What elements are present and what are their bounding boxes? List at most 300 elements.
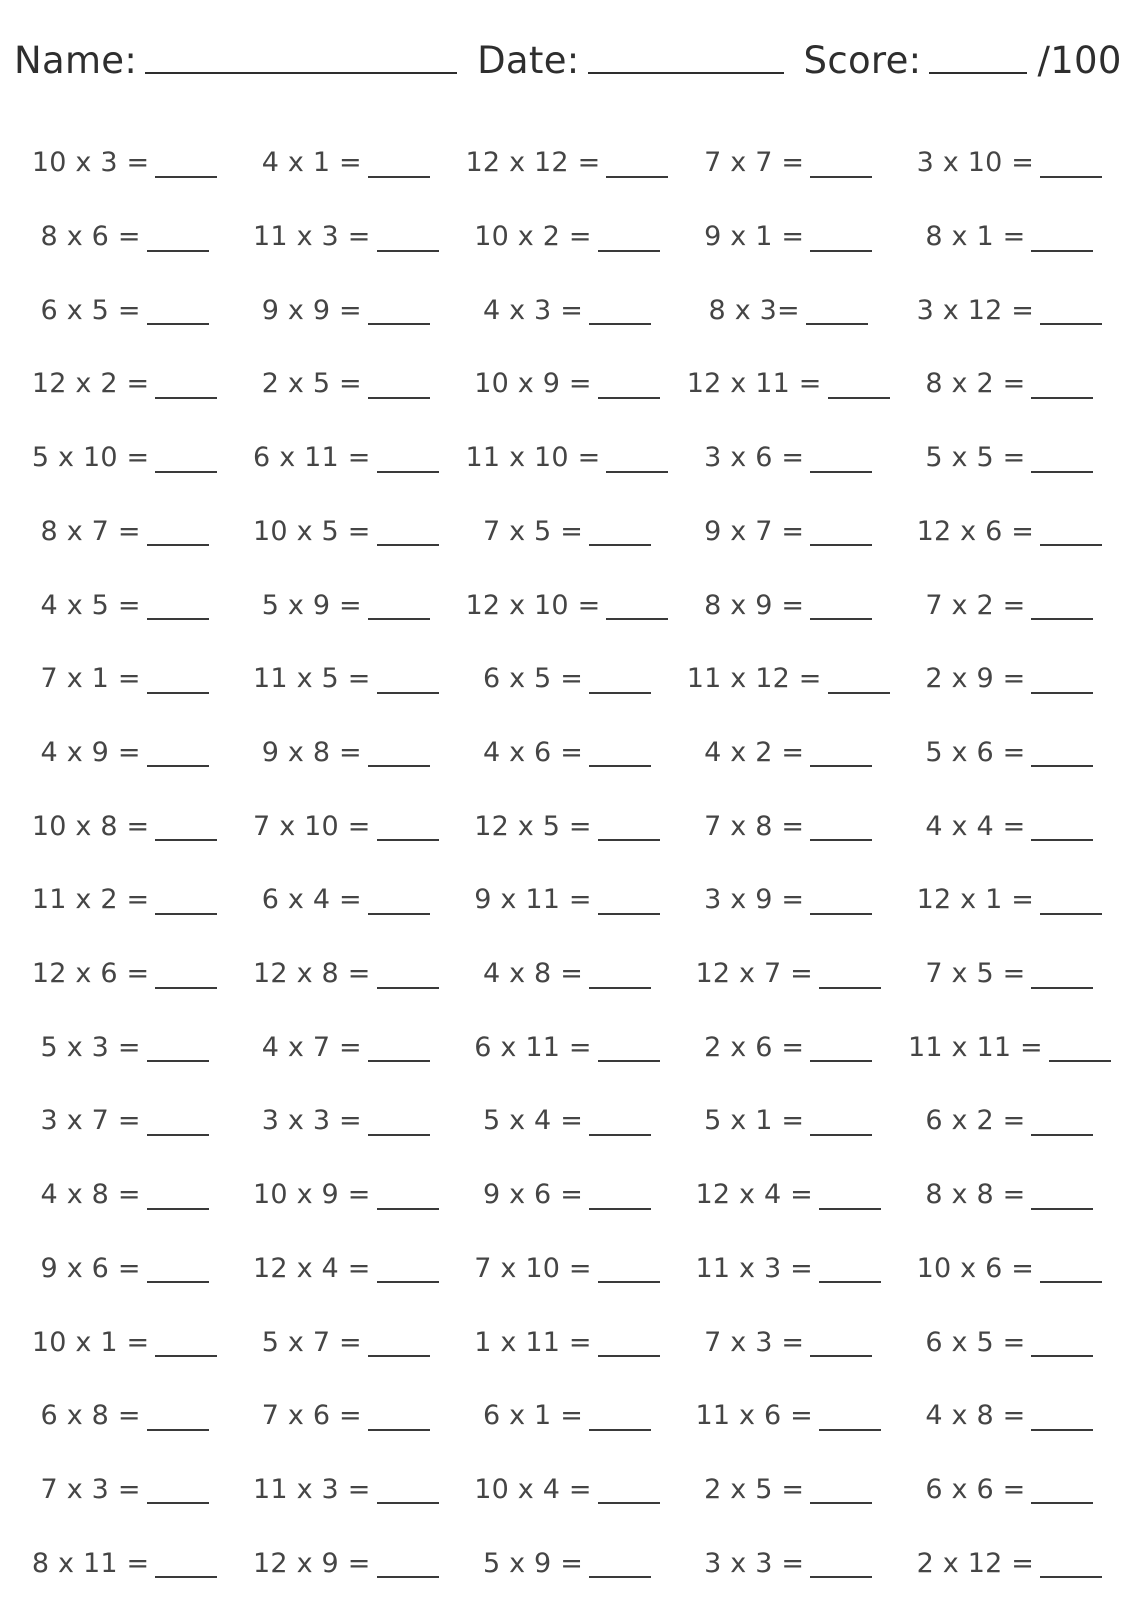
- answer-blank[interactable]: [1031, 692, 1093, 694]
- problem-expression: 11 x 10 =: [465, 442, 601, 474]
- answer-blank[interactable]: [147, 1134, 209, 1136]
- math-problem: [235, 568, 456, 642]
- math-problem: [456, 716, 677, 790]
- problem-expression: 12 x 4 =: [695, 1179, 813, 1211]
- problem-expression: 7 x 10 =: [474, 1252, 592, 1284]
- problem-expression: 11 x 3 =: [253, 1473, 371, 1505]
- math-problem: [678, 1526, 899, 1600]
- problem-expression: 4 x 9 =: [40, 736, 141, 768]
- answer-blank[interactable]: [155, 1355, 217, 1357]
- math-problem: [456, 1305, 677, 1379]
- problem-expression: 12 x 10 =: [465, 589, 601, 621]
- math-problem: [456, 642, 677, 716]
- math-problem: [899, 1305, 1120, 1379]
- answer-blank[interactable]: [606, 618, 668, 620]
- problem-expression: 12 x 2 =: [31, 368, 150, 400]
- math-problem: [14, 1231, 235, 1305]
- math-problem: [678, 1158, 899, 1232]
- math-problem: [678, 1231, 899, 1305]
- problem-expression: 6 x 4 =: [261, 884, 362, 916]
- answer-blank[interactable]: [377, 1208, 439, 1210]
- problem-expression: 9 x 1 =: [704, 221, 805, 253]
- problem-expression: 10 x 1 =: [31, 1326, 150, 1358]
- answer-blank[interactable]: [1031, 1429, 1093, 1431]
- math-problem: [14, 863, 235, 937]
- math-problem: [235, 1158, 456, 1232]
- math-problem: [14, 568, 235, 642]
- math-problem: [899, 1010, 1120, 1084]
- problem-expression: 6 x 1 =: [482, 1400, 584, 1432]
- answer-blank[interactable]: [810, 176, 872, 178]
- math-problem: [899, 1453, 1120, 1527]
- problem-expression: 12 x 6 =: [31, 958, 150, 990]
- answer-blank[interactable]: [377, 471, 439, 473]
- answer-blank[interactable]: [598, 839, 660, 841]
- math-problem: [456, 863, 677, 937]
- math-problem: [235, 1010, 456, 1084]
- answer-blank[interactable]: [1031, 471, 1093, 473]
- problem-expression: 7 x 7 =: [704, 147, 805, 179]
- answer-blank[interactable]: [589, 1576, 651, 1578]
- problem-expression: 9 x 11 =: [474, 884, 592, 916]
- answer-blank[interactable]: [1031, 1355, 1093, 1357]
- problem-expression: 2 x 12 =: [916, 1547, 1035, 1579]
- problem-expression: 2 x 9 =: [925, 663, 1026, 695]
- math-problem: [235, 716, 456, 790]
- math-problem: [899, 1084, 1120, 1158]
- math-problem: [235, 1379, 456, 1453]
- math-problem: [14, 1526, 235, 1600]
- answer-blank[interactable]: [155, 471, 217, 473]
- problem-expression: 1 x 11 =: [474, 1326, 592, 1358]
- problem-expression: 4 x 6 =: [482, 736, 584, 768]
- math-problem: [235, 937, 456, 1011]
- math-problem: [14, 937, 235, 1011]
- answer-blank[interactable]: [589, 1208, 651, 1210]
- math-problem: [456, 937, 677, 1011]
- answer-blank[interactable]: [828, 692, 890, 694]
- name-field-line[interactable]: [145, 72, 457, 74]
- math-problem: [678, 126, 899, 200]
- answer-blank[interactable]: [598, 1060, 660, 1062]
- answer-blank[interactable]: [377, 1281, 439, 1283]
- math-problem: [899, 347, 1120, 421]
- answer-blank[interactable]: [810, 544, 872, 546]
- problem-expression: 6 x 5 =: [482, 663, 584, 695]
- answer-blank[interactable]: [1031, 250, 1093, 252]
- math-problem: [899, 716, 1120, 790]
- answer-blank[interactable]: [368, 1060, 430, 1062]
- answer-blank[interactable]: [155, 913, 217, 915]
- math-problem: [456, 1526, 677, 1600]
- problem-grid: [14, 126, 1120, 1600]
- problem-expression: 12 x 5 =: [474, 810, 592, 842]
- math-problem: [678, 568, 899, 642]
- answer-blank[interactable]: [819, 1208, 881, 1210]
- problem-expression: 12 x 8 =: [253, 958, 371, 990]
- problem-expression: 7 x 5 =: [482, 515, 584, 547]
- problem-expression: 11 x 3 =: [253, 221, 371, 253]
- problem-expression: 12 x 4 =: [253, 1252, 371, 1284]
- math-problem: [678, 200, 899, 274]
- math-problem: [456, 789, 677, 863]
- problem-expression: 10 x 5 =: [253, 515, 371, 547]
- problem-expression: 9 x 6 =: [482, 1179, 584, 1211]
- answer-blank[interactable]: [147, 765, 209, 767]
- math-problem: [899, 937, 1120, 1011]
- answer-blank[interactable]: [1031, 1502, 1093, 1504]
- math-problem: [456, 200, 677, 274]
- problem-expression: 10 x 9 =: [253, 1179, 371, 1211]
- answer-blank[interactable]: [377, 250, 439, 252]
- math-problem: [235, 494, 456, 568]
- name-label: Name:: [14, 39, 138, 82]
- problem-expression: 7 x 1 =: [40, 663, 141, 695]
- math-problem: [678, 1379, 899, 1453]
- problem-expression: 5 x 9 =: [261, 589, 362, 621]
- math-problem: [678, 863, 899, 937]
- answer-blank[interactable]: [589, 323, 651, 325]
- problem-expression: 7 x 6 =: [261, 1400, 362, 1432]
- answer-blank[interactable]: [589, 1134, 651, 1136]
- answer-blank[interactable]: [377, 839, 439, 841]
- problem-expression: 4 x 8 =: [40, 1179, 141, 1211]
- score-field-line[interactable]: [929, 72, 1027, 74]
- problem-expression: 11 x 6 =: [695, 1400, 813, 1432]
- problem-expression: 4 x 2 =: [704, 736, 805, 768]
- math-problem: [14, 126, 235, 200]
- problem-expression: 4 x 5 =: [40, 589, 141, 621]
- math-problem: [14, 273, 235, 347]
- math-problem: [456, 1010, 677, 1084]
- problem-expression: 6 x 6 =: [925, 1473, 1026, 1505]
- answer-blank[interactable]: [589, 987, 651, 989]
- score-label: Score:: [803, 39, 922, 82]
- answer-blank[interactable]: [598, 1355, 660, 1357]
- answer-blank[interactable]: [377, 987, 439, 989]
- answer-blank[interactable]: [368, 913, 430, 915]
- math-problem: [235, 273, 456, 347]
- problem-expression: 3 x 7 =: [40, 1105, 141, 1137]
- math-problem: [678, 1084, 899, 1158]
- problem-expression: 11 x 3 =: [695, 1252, 813, 1284]
- answer-blank[interactable]: [1031, 765, 1093, 767]
- answer-blank[interactable]: [147, 1060, 209, 1062]
- answer-blank[interactable]: [810, 618, 872, 620]
- answer-blank[interactable]: [1031, 1134, 1093, 1136]
- math-problem: [678, 494, 899, 568]
- math-problem: [899, 421, 1120, 495]
- math-problem: [235, 1231, 456, 1305]
- math-problem: [678, 642, 899, 716]
- problem-expression: 12 x 9 =: [253, 1547, 371, 1579]
- problem-expression: 7 x 3 =: [704, 1326, 805, 1358]
- answer-blank[interactable]: [377, 544, 439, 546]
- problem-expression: 10 x 3 =: [31, 147, 150, 179]
- answer-blank[interactable]: [1031, 618, 1093, 620]
- answer-blank[interactable]: [368, 765, 430, 767]
- problem-expression: 3 x 3 =: [704, 1547, 805, 1579]
- worksheet-header: [14, 22, 1130, 82]
- math-problem: [14, 347, 235, 421]
- math-problem: [678, 937, 899, 1011]
- problem-expression: 8 x 1 =: [925, 221, 1026, 253]
- answer-blank[interactable]: [589, 765, 651, 767]
- answer-blank[interactable]: [598, 913, 660, 915]
- math-problem: [678, 1453, 899, 1527]
- problem-expression: 8 x 11 =: [31, 1547, 150, 1579]
- answer-blank[interactable]: [810, 250, 872, 252]
- math-problem: [899, 494, 1120, 568]
- math-problem: [14, 494, 235, 568]
- problem-expression: 10 x 2 =: [474, 221, 592, 253]
- math-problem: [678, 1305, 899, 1379]
- answer-blank[interactable]: [368, 1429, 430, 1431]
- problem-expression: 4 x 1 =: [261, 147, 362, 179]
- math-problem: [899, 200, 1120, 274]
- answer-blank[interactable]: [810, 471, 872, 473]
- problem-expression: 5 x 4 =: [482, 1105, 584, 1137]
- math-problem: [456, 347, 677, 421]
- answer-blank[interactable]: [810, 1355, 872, 1357]
- problem-expression: 7 x 8 =: [704, 810, 805, 842]
- problem-expression: 6 x 2 =: [925, 1105, 1026, 1137]
- answer-blank[interactable]: [147, 1281, 209, 1283]
- answer-blank[interactable]: [589, 692, 651, 694]
- math-problem: [899, 1379, 1120, 1453]
- problem-expression: 7 x 10 =: [253, 810, 371, 842]
- math-problem: [456, 1084, 677, 1158]
- answer-blank[interactable]: [368, 176, 430, 178]
- answer-blank[interactable]: [598, 1502, 660, 1504]
- math-problem: [14, 1084, 235, 1158]
- math-problem: [899, 126, 1120, 200]
- answer-blank[interactable]: [368, 397, 430, 399]
- answer-blank[interactable]: [819, 1429, 881, 1431]
- problem-expression: 11 x 5 =: [253, 663, 371, 695]
- problem-expression: 7 x 5 =: [925, 958, 1026, 990]
- problem-expression: 2 x 5 =: [704, 1473, 805, 1505]
- answer-blank[interactable]: [377, 692, 439, 694]
- math-problem: [456, 1158, 677, 1232]
- math-problem: [899, 568, 1120, 642]
- problem-expression: 6 x 11 =: [474, 1031, 592, 1063]
- math-problem: [456, 126, 677, 200]
- answer-blank[interactable]: [1040, 1576, 1102, 1578]
- math-problem: [235, 1084, 456, 1158]
- math-problem: [678, 347, 899, 421]
- math-problem: [456, 273, 677, 347]
- math-problem: [14, 421, 235, 495]
- answer-blank[interactable]: [155, 397, 217, 399]
- math-problem: [14, 1453, 235, 1527]
- math-problem: [456, 421, 677, 495]
- math-problem: [235, 642, 456, 716]
- answer-blank[interactable]: [368, 1355, 430, 1357]
- problem-expression: 9 x 9 =: [261, 294, 362, 326]
- answer-blank[interactable]: [810, 1576, 872, 1578]
- problem-expression: 2 x 6 =: [704, 1031, 805, 1063]
- answer-blank[interactable]: [147, 250, 209, 252]
- math-problem: [14, 1158, 235, 1232]
- answer-blank[interactable]: [147, 1502, 209, 1504]
- problem-expression: 7 x 3 =: [40, 1473, 141, 1505]
- math-problem: [678, 273, 899, 347]
- problem-expression: 3 x 3 =: [261, 1105, 362, 1137]
- problem-expression: 4 x 4 =: [925, 810, 1026, 842]
- problem-expression: 5 x 5 =: [925, 442, 1026, 474]
- problem-expression: 5 x 10 =: [31, 442, 150, 474]
- problem-expression: 11 x 11 =: [907, 1031, 1043, 1063]
- problem-expression: 2 x 5 =: [261, 368, 362, 400]
- problem-expression: 6 x 5 =: [40, 294, 141, 326]
- problem-expression: 3 x 9 =: [704, 884, 805, 916]
- problem-expression: 4 x 8 =: [482, 958, 584, 990]
- answer-blank[interactable]: [368, 618, 430, 620]
- math-problem: [899, 863, 1120, 937]
- problem-expression: 10 x 8 =: [31, 810, 150, 842]
- answer-blank[interactable]: [1040, 913, 1102, 915]
- answer-blank[interactable]: [147, 1429, 209, 1431]
- answer-blank[interactable]: [147, 544, 209, 546]
- math-problem: [899, 642, 1120, 716]
- answer-blank[interactable]: [147, 1208, 209, 1210]
- math-problem: [235, 1305, 456, 1379]
- math-problem: [678, 1010, 899, 1084]
- math-problem: [14, 789, 235, 863]
- math-problem: [235, 200, 456, 274]
- problem-expression: 4 x 3 =: [482, 294, 584, 326]
- problem-expression: 5 x 6 =: [925, 736, 1026, 768]
- answer-blank[interactable]: [806, 323, 868, 325]
- problem-expression: 9 x 7 =: [704, 515, 805, 547]
- problem-expression: 6 x 5 =: [925, 1326, 1026, 1358]
- problem-expression: 5 x 1 =: [704, 1105, 805, 1137]
- date-label: Date:: [477, 39, 580, 82]
- answer-blank[interactable]: [606, 471, 668, 473]
- math-problem: [456, 568, 677, 642]
- problem-expression: 10 x 6 =: [916, 1252, 1035, 1284]
- answer-blank[interactable]: [1040, 323, 1102, 325]
- problem-expression: 8 x 9 =: [704, 589, 805, 621]
- answer-blank[interactable]: [368, 1134, 430, 1136]
- problem-expression: 10 x 9 =: [474, 368, 592, 400]
- answer-blank[interactable]: [810, 839, 872, 841]
- problem-expression: 12 x 6 =: [916, 515, 1035, 547]
- math-problem: [235, 863, 456, 937]
- answer-blank[interactable]: [155, 987, 217, 989]
- math-problem: [678, 789, 899, 863]
- problem-expression: 10 x 4 =: [474, 1473, 592, 1505]
- math-problem: [456, 1231, 677, 1305]
- answer-blank[interactable]: [819, 987, 881, 989]
- problem-expression: 3 x 10 =: [916, 147, 1035, 179]
- math-problem: [678, 421, 899, 495]
- answer-blank[interactable]: [368, 323, 430, 325]
- answer-blank[interactable]: [1040, 176, 1102, 178]
- answer-blank[interactable]: [147, 618, 209, 620]
- answer-blank[interactable]: [598, 397, 660, 399]
- problem-expression: 5 x 9 =: [482, 1547, 584, 1579]
- problem-expression: 8 x 7 =: [40, 515, 141, 547]
- problem-expression: 12 x 11 =: [686, 368, 822, 400]
- answer-blank[interactable]: [1040, 544, 1102, 546]
- answer-blank[interactable]: [810, 1060, 872, 1062]
- problem-expression: 7 x 2 =: [925, 589, 1026, 621]
- answer-blank[interactable]: [810, 913, 872, 915]
- math-problem: [899, 1231, 1120, 1305]
- problem-expression: 5 x 3 =: [40, 1031, 141, 1063]
- problem-expression: 6 x 8 =: [40, 1400, 141, 1432]
- math-problem: [235, 1526, 456, 1600]
- answer-blank[interactable]: [589, 1429, 651, 1431]
- math-problem: [899, 273, 1120, 347]
- problem-expression: 4 x 8 =: [925, 1400, 1026, 1432]
- answer-blank[interactable]: [155, 176, 217, 178]
- math-problem: [14, 1305, 235, 1379]
- answer-blank[interactable]: [1031, 987, 1093, 989]
- answer-blank[interactable]: [1049, 1060, 1111, 1062]
- answer-blank[interactable]: [598, 1281, 660, 1283]
- answer-blank[interactable]: [810, 765, 872, 767]
- problem-expression: 12 x 7 =: [695, 958, 813, 990]
- answer-blank[interactable]: [1031, 397, 1093, 399]
- answer-blank[interactable]: [155, 839, 217, 841]
- math-problem: [235, 126, 456, 200]
- answer-blank[interactable]: [589, 544, 651, 546]
- math-problem: [456, 1379, 677, 1453]
- math-problem: [14, 642, 235, 716]
- math-problem: [899, 1158, 1120, 1232]
- answer-blank[interactable]: [828, 397, 890, 399]
- answer-blank[interactable]: [1031, 1208, 1093, 1210]
- math-problem: [235, 347, 456, 421]
- problem-expression: 8 x 2 =: [925, 368, 1026, 400]
- answer-blank[interactable]: [147, 692, 209, 694]
- math-problem: [456, 494, 677, 568]
- problem-expression: 8 x 8 =: [925, 1179, 1026, 1211]
- problem-expression: 9 x 8 =: [261, 736, 362, 768]
- answer-blank[interactable]: [598, 250, 660, 252]
- date-field-line[interactable]: [588, 72, 784, 74]
- answer-blank[interactable]: [1031, 839, 1093, 841]
- answer-blank[interactable]: [810, 1134, 872, 1136]
- problem-expression: 3 x 6 =: [704, 442, 805, 474]
- problem-expression: 3 x 12 =: [916, 294, 1035, 326]
- math-problem: [14, 200, 235, 274]
- math-problem: [456, 1453, 677, 1527]
- math-problem: [14, 1379, 235, 1453]
- math-problem: [235, 421, 456, 495]
- answer-blank[interactable]: [819, 1281, 881, 1283]
- answer-blank[interactable]: [377, 1576, 439, 1578]
- answer-blank[interactable]: [606, 176, 668, 178]
- answer-blank[interactable]: [155, 1576, 217, 1578]
- math-problem: [678, 716, 899, 790]
- math-problem: [235, 1453, 456, 1527]
- problem-expression: 5 x 7 =: [261, 1326, 362, 1358]
- answer-blank[interactable]: [147, 323, 209, 325]
- problem-expression: 12 x 1 =: [916, 884, 1035, 916]
- problem-expression: 11 x 12 =: [686, 663, 822, 695]
- answer-blank[interactable]: [377, 1502, 439, 1504]
- math-problem: [899, 789, 1120, 863]
- answer-blank[interactable]: [1040, 1281, 1102, 1283]
- math-problem: [14, 1010, 235, 1084]
- answer-blank[interactable]: [810, 1502, 872, 1504]
- score-total: /100: [1037, 39, 1122, 82]
- problem-expression: 11 x 2 =: [31, 884, 150, 916]
